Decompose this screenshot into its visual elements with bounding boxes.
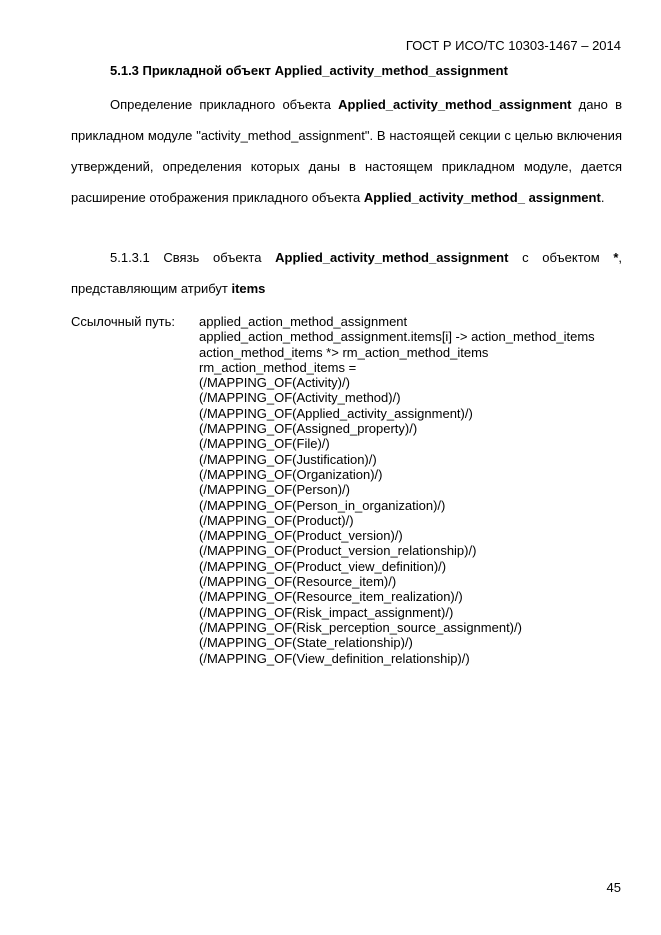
- target-entity: *: [613, 250, 619, 265]
- reference-path-line: action_method_items *> rm_action_method_items: [199, 344, 489, 360]
- paragraph-relation: [71, 242, 622, 304]
- section-title: 5.1.3 Прикладной объект Applied_activity_method_assignment: [110, 63, 508, 78]
- page-number: 45: [606, 880, 621, 895]
- reference-path-line: (/MAPPING_OF(State_relationship)/): [199, 635, 413, 651]
- reference-path-line: (/MAPPING_OF(View_definition_relationship)/): [199, 650, 470, 666]
- reference-path-line: (/MAPPING_OF(Product_version)/): [199, 528, 403, 544]
- reference-path-line: (/MAPPING_OF(Justification)/): [199, 451, 377, 467]
- reference-path-line: (/MAPPING_OF(Product_version_relationship)/): [199, 543, 477, 559]
- paragraph-text: дано в прикладном модуле "activity_method_assignment". В настоящей секции с целью включения утверждений, определения которых даны в настоящем прикладном модуле, дается расширение отображения прикладного объекта: [71, 97, 622, 205]
- reference-path-line: (/MAPPING_OF(Resource_item)/): [199, 574, 397, 590]
- reference-path-line: (/MAPPING_OF(Person)/): [199, 482, 350, 498]
- entity-name: Applied_activity_method_ assignment: [363, 190, 601, 205]
- reference-path-line: (/MAPPING_OF(Activity)/): [199, 375, 350, 391]
- paragraph-text: Определение прикладного объекта: [110, 97, 339, 112]
- reference-path-line: (/MAPPING_OF(Product)/): [199, 512, 354, 528]
- reference-path-line: (/MAPPING_OF(Risk_perception_source_assignment)/): [199, 619, 522, 635]
- reference-path-line: (/MAPPING_OF(Product_view_definition)/): [199, 558, 447, 574]
- entity-name: Applied_activity_method_assignment: [275, 250, 509, 265]
- attribute-name: items: [231, 281, 266, 296]
- paragraph-text: , представляющим атрибут: [71, 250, 623, 296]
- paragraph-text: 5.1.3.1 Связь объекта: [110, 250, 276, 265]
- reference-path-line: (/MAPPING_OF(Person_in_organization)/): [199, 497, 446, 513]
- reference-path-lines: [199, 314, 595, 666]
- reference-path-line: (/MAPPING_OF(Applied_activity_assignment)/): [199, 405, 473, 421]
- reference-path-line: (/MAPPING_OF(Assigned_property)/): [199, 421, 418, 437]
- paragraph-text: с объектом: [508, 250, 614, 265]
- reference-path-line: (/MAPPING_OF(Organization)/): [199, 466, 383, 482]
- reference-path-line: applied_action_method_assignment: [199, 314, 408, 329]
- reference-path-line: (/MAPPING_OF(File)/): [199, 436, 330, 452]
- paragraph-definition: [71, 89, 622, 213]
- reference-path-line: (/MAPPING_OF(Activity_method)/): [199, 390, 401, 406]
- reference-path-label: Ссылочный путь:: [71, 314, 175, 329]
- reference-path-line: rm_action_method_items =: [199, 359, 357, 375]
- reference-path-line: (/MAPPING_OF(Resource_item_realization)/): [199, 589, 463, 605]
- paragraph-text: .: [600, 190, 605, 205]
- reference-path-line: (/MAPPING_OF(Risk_impact_assignment)/): [199, 604, 454, 620]
- entity-name: Applied_activity_method_assignment: [338, 97, 572, 112]
- standard-header: ГОСТ Р ИСО/ТС 10303-1467 – 2014: [405, 38, 621, 53]
- reference-path-line: applied_action_method_assignment.items[i] -> action_method_items: [199, 329, 595, 345]
